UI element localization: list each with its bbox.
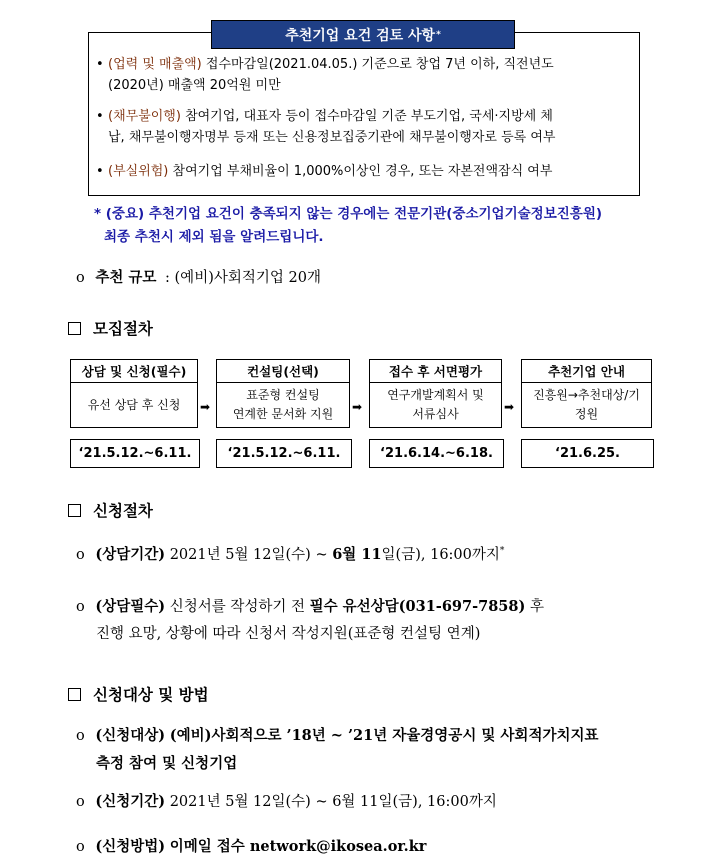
target-method-value: 이메일 접수 network@ikosea.or.kr [169, 838, 427, 855]
target-method-label: (신청방법) [95, 838, 166, 855]
step-1 [70, 359, 198, 428]
consult-period-bold: 6월 11 [332, 545, 382, 563]
consult-required-pre: 신청서를 작성하기 전 [169, 599, 310, 615]
arrow-right-icon: ➡ [504, 400, 515, 414]
step-body: 유선 상담 후 신청 [70, 382, 198, 428]
step-body: 표준형 컨설팅 연계한 문서화 지원 [216, 382, 350, 428]
target-period [76, 788, 676, 816]
recruit-heading [68, 317, 153, 339]
consult-required-line2: 진행 요망, 상황에 따라 신청서 작성지원(표준형 컨설팅 연계) [96, 626, 481, 642]
target-heading-text: 신청대상 및 방법 [93, 686, 209, 704]
consult-period-post: 일(금), 16:00까지 [381, 546, 500, 563]
step-date: ‘21.6.14.~6.18. [369, 439, 504, 468]
bullet: • [96, 109, 104, 124]
marker: o [76, 728, 85, 744]
scale-label: 추천 규모 [95, 269, 157, 286]
criteria-tag: (채무불이행) [108, 109, 181, 124]
checkbox-square-icon [68, 322, 81, 335]
arrow-right-icon: ➡ [352, 400, 363, 414]
consult-period-pre: 2021년 5월 12일(수) ~ [169, 546, 333, 563]
criteria-title [211, 20, 515, 49]
recruit-heading-text: 모집절차 [93, 320, 153, 338]
criteria-item [96, 54, 636, 96]
apply-heading [68, 499, 153, 521]
step-date: ‘21.6.25. [521, 439, 654, 468]
arrow-right-icon: ➡ [200, 400, 211, 414]
criteria-item [96, 106, 636, 148]
marker: o [76, 794, 85, 810]
step-4 [521, 359, 652, 428]
step-head: 상담 및 신청(필수) [70, 359, 198, 382]
step-head: 접수 후 서면평가 [369, 359, 502, 382]
marker: o [76, 546, 85, 563]
criteria-tag: (부실위험) [108, 164, 169, 179]
consult-period [76, 538, 676, 569]
consult-required-label: (상담필수) [95, 598, 166, 615]
target-period-value: 2021년 5월 12일(수) ~ 6월 11일(금), 16:00까지 [169, 794, 497, 810]
criteria-text: 참여기업 부채비율이 1,000%이상인 경우, 또는 자본전액잠식 여부 [168, 164, 553, 179]
step-body: 연구개발계획서 및 서류심사 [369, 382, 502, 428]
bullet: • [96, 57, 104, 72]
step-date: ‘21.5.12.~6.11. [216, 439, 352, 468]
scale-value: : (예비)사회적기업 20개 [165, 270, 321, 286]
consult-required [76, 593, 666, 648]
target-period-label: (신청기간) [95, 793, 166, 810]
marker: o [76, 839, 85, 855]
criteria-text-line2: 납, 채무불이행자명부 등재 또는 신용정보집중기관에 채무불이행자로 등록 여부 [108, 130, 556, 145]
checkbox-square-icon [68, 504, 81, 517]
criteria-title-text: 추천기업 요건 검토 사항 [285, 27, 436, 44]
consult-period-mark: * [499, 546, 505, 556]
marker: o [76, 270, 85, 286]
target-heading [68, 683, 209, 705]
note-line2: 최종 추천시 제외 됨을 알려드립니다. [104, 229, 324, 245]
target-method [76, 833, 676, 861]
criteria-text: 접수마감일(2021.04.05.) 기준으로 창업 7년 이하, 직전년도 [201, 57, 554, 72]
apply-heading-text: 신청절차 [93, 502, 153, 520]
target-subject [76, 722, 676, 777]
target-subject-line2: 측정 참여 및 신청기업 [96, 755, 238, 772]
consult-period-label: (상담기간) [95, 545, 166, 563]
step-2 [216, 359, 350, 428]
checkbox-square-icon [68, 688, 81, 701]
important-note [94, 203, 654, 249]
consult-required-bold: 필수 유선상담(031-697-7858) [309, 598, 526, 615]
step-head: 컨설팅(선택) [216, 359, 350, 382]
bullet: • [96, 164, 104, 179]
target-subject-label: (신청대상) [95, 727, 166, 744]
criteria-item [96, 161, 636, 182]
step-body: 진흥원→추천대상/기 정원 [521, 382, 652, 428]
criteria-tag: (업력 및 매출액) [108, 57, 202, 72]
step-3 [369, 359, 502, 428]
consult-required-post: 후 [525, 599, 544, 615]
step-date: ‘21.5.12.~6.11. [70, 439, 200, 468]
criteria-text-line2: (2020년) 매출액 20억원 미만 [108, 78, 281, 93]
criteria-text: 참여기업, 대표자 등이 접수마감일 기준 부도기업, 국세·지방세 체 [180, 109, 553, 124]
step-head: 추천기업 안내 [521, 359, 652, 382]
criteria-title-mark: * [436, 29, 441, 40]
target-subject-line1: (예비)사회적으로 ’18년 ~ ’21년 자율경영공시 및 사회적가치지표 [169, 727, 599, 744]
note-line1: * (중요) 추천기업 요건이 충족되지 않는 경우에는 전문기관(중소기업기술정보진흥원) [94, 206, 603, 222]
marker: o [76, 599, 85, 615]
scale-line [76, 266, 321, 287]
